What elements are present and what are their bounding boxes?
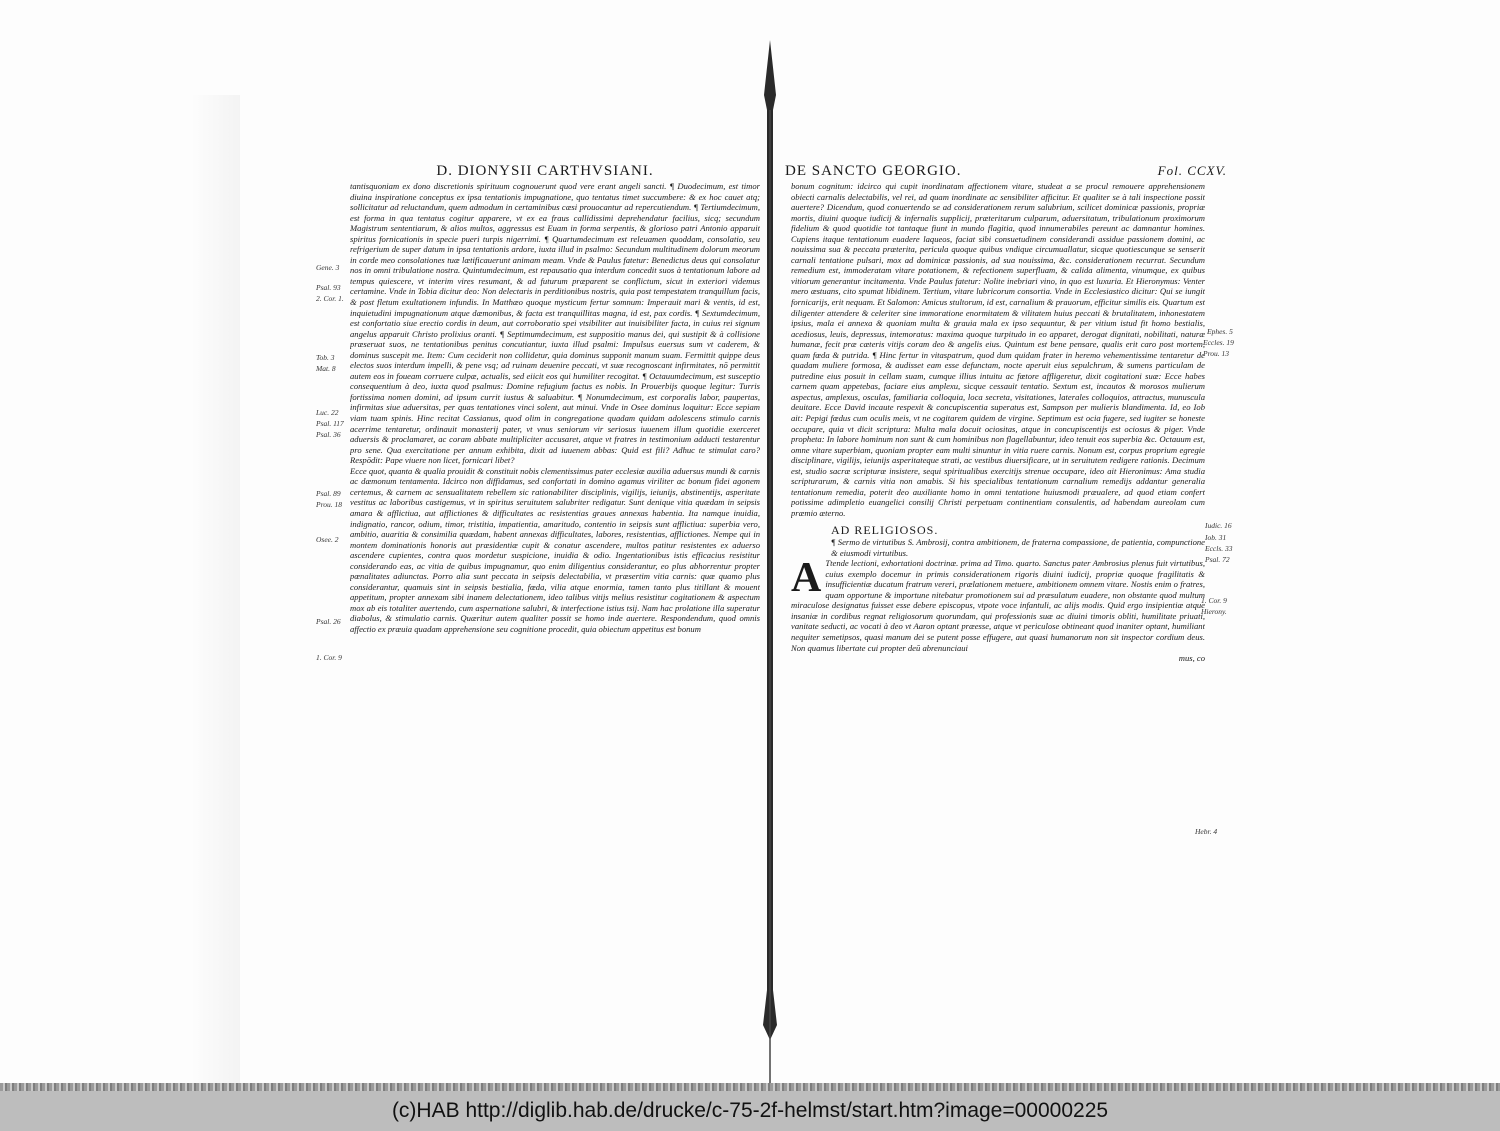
left-marginal-note: Psal. 26 bbox=[316, 617, 341, 626]
left-marginal-note: Tob. 3 bbox=[316, 353, 335, 362]
left-body-text bbox=[350, 181, 760, 635]
left-marginal-note: Osee. 2 bbox=[316, 535, 339, 544]
right-running-head-title: DE SANCTO GEORGIO. bbox=[785, 163, 962, 179]
right-marginal-note: Hierony. bbox=[1201, 607, 1227, 616]
left-marginal-note: Luc. 22 bbox=[316, 408, 339, 417]
right-marginal-note: Eccles. 19 bbox=[1203, 338, 1234, 347]
right-running-head bbox=[785, 163, 1227, 180]
section-paragraph bbox=[791, 555, 1205, 653]
left-page bbox=[316, 155, 760, 1085]
left-marginal-note: 1. Cor. 9 bbox=[316, 653, 342, 662]
book-spine-gutter bbox=[762, 40, 778, 1090]
right-marginal-note: Prou. 13 bbox=[1203, 349, 1229, 358]
left-marginal-note: Gene. 3 bbox=[316, 263, 340, 272]
left-marginal-note: 2. Cor. 1. bbox=[316, 294, 344, 303]
copyright-footer bbox=[0, 1091, 1500, 1131]
right-marginal-note: Ephes. 5 bbox=[1207, 327, 1233, 336]
left-marginal-note: Prou. 18 bbox=[316, 500, 342, 509]
dropcap-initial: A bbox=[791, 555, 822, 602]
left-paragraph-1: tantisquoniam ex dono discretionis spirituum cognouerunt quod vere erant angeli sancti. ¶ Duodecimum, est timor diuina inspiratione conceptus ex ipsa tentationis impugnatione, quo tentatus timet succumbere: & ex hoc cauet atq; sollicitatur ad reluctandum, quem admodum in certaminibus cæsi prouocantur ad repercutiendum. ¶ Tertiumdecimum, est forma in qua tentatus cogitur apparere, vt ex ea fraus callidissimi deprehendatur facilius, sicq; secundum Magistrum sententiarum, & alios multos, aggressus est Euam in forma serpentis, & glorioso patri Antonio apparuit spiritus fornicationis in specie pueri turpis nigerrimi. ¶ Quartumdecimum est releuamen quoddam, consolatio, seu refrigerium de super datum in ipsa tentationis ardore, iuxta illud in psalmo: Secundum multitudinem dolorum meorum in corde meo consolationes tuæ lætificauerunt animam meam. Vnde & Paulus fatetur: Benedictus deus qui consolatur nos in omni tribulatione nostra. Quintumdecimum, est repausatio qua interdum concedit suos à tentationum labore ad tempus quiescere, vt interim vires resumant, & ad futurum præparent se conflictum, sicut in exteriori videmus certamine. Vnde in Tobia dicitur deo: Non delectaris in perditionibus nostris, quia post tempestatem tranquillum facis, & post fletum exultationem infundis. In Matthæo quoque mysticum fertur somnum: Imperauit mari & ventis, id est, inquietudini impugnationum atque dæmonibus, & facta est tranquillitas magna, id est, pax cordis. ¶ Sextumdecimum, est confortatio siue erectio cordis in deum, aut corroboratio spei vtsibiliter aut inuisibiliter facta, in cuius rei signum angelus apparuit Christo prolixius oranti. ¶ Septimumdecimum, est suppositio manus dei, qui sustipit & à collisione præseruat suos, ne tentationibus penitus concutiantur, iuxta illud psalmi: Impulsus euersus sum vt caderem, & dominus suscepit me. Item: Cum ceciderit non collidetur, quia dominus supponit manum suam. Fermittit quippe deus electos suos interdum impelli, & pene vsq; ad ruinam deuenire peccati, vt suæ recognoscant infirmitates, nō permittit autem eos in foueam corruere culpæ, actualis, sed eiicit eos qui humiliter recogitat. ¶ Octauumdecimum, est susceptio consequentium à deo, iuxta quod psalmus: Domine refugium factus es nobis. In Prouerbijs quoque legitur: Turris fortissima nomen domini, ad ipsum currit iustus & saluabitur. ¶ Nonumdecimum, est corporalis labor, paupertas, infirmitas siue aduersitas, per quas tentationes vinci solent, aut minui. Vnde in Osee dominus loquitur: Ecce sepiam viam tuam spinis. Hinc recitat Cassianus, quod olim in congregatione quadam quidam adolescens stimulo carnis acerrime tentaretur, ordinauit monasterij pater, vt vnus seniorum vir seriosus iuuenem illum quotidie exerceret aduersis & proclamaret, ac coram abbate multipliciter accusaret, atque vt fratres in testimonium adducti testarentur pro sene. Qua exercitatione per annum exhibita, dixit ad iuuenem abbas: Quid est fili? Adhuc te stimulat caro? Respōdit: Pape viuere non licet, fornicari libet? bbox=[350, 181, 760, 466]
section-text: Ttende lectioni, exhortationi doctrinæ. prima ad Timo. quarto. Sanctus pater Ambrosius plenus fuit virtutibus, cuius exemplo docemur in primis considerationem rigoris diuini iudicij, propriæ quoque fragilitatis & insufficientiæ ducatum fratrum vereri, prælationem metuere, ambitionem omnem vitare. Nostis enim o fratres, quam opportune & importune nitebatur promotionem sui ad præsulatum euadere, non obstante quod multum miraculose designatus fuisset esse debere episcopus, vtpote voce infantuli, ac alijs modis. Quid ergo insipientiæ atque insaniæ in cordibus regnat religiosorum quorundam, qui professionis suæ ac diuini timoris obliti, humilitate priuati, vanitate seducti, ac vocati à deo vt Aaron optant præesse, atque vt periculose obtineant quod inaniter optant, humiliant nequiter semetipsos, quasi manum dei se putent posse effugere, aut quasi humanorum non sit inspector cordium deus. Non quamus libertate cui propter deū abrenunciaui bbox=[791, 558, 1205, 653]
left-paragraph-2: Ecce quot, quanta & qualia prouidit & constituit nobis clementissimus pater ecclesiæ auxilia aduersus mundi & carnis ac dæmonum tentamenta. Idcirco non diffidamus, sed confortati in domino agamus viriliter ac bonum fidei agonem certemus, & carnem ac sensualitatem rebellem sic rationabiliter disciplinis, vigilijs, ieiunijs, abstinentijs, asperitate vestitus ac laboribus castigemus, vt in spiritus seruitutem salubriter redigatur. Sunt denique vitia quædam in seipsis amara & afflictiua, aut afflictiones & difficultates ac resistentias graues annexas habentia. Ita namque inuidia, indignatio, rancor, odium, timor, tristitia, impatientia, amaritudo, contentio in seipsis sunt afflictiua: superbia vero, ambitio, auaritia & consimilia quædam, habent annexas difficultates, labores, resistentias, afflictiones. Nempe qui in montem dominationis honoris aut præsidentiæ cupit & conatur ascendere, multos patitur resistentes ex aduerso ascendere cupientes, contra quos mordetur suspicione, inuidia & odio. Ingentationibus istis efficacius resistitur considerando eas, ac vitia de quibus impugnamur, quo enim diligentius considerantur, eo plus abhorrentur propter pœnalitates adiunctas. Porro alia sunt peccata in seipsis delectabilia, vt præsertim vitia carnis: quæ quamo plus considerantur, quamuis sint in seipsis bestialia, fœda, vilia atque enormia, tamen tanto plus titillant & mouent appetitum, propter annexam sibi inanem delectationem, ideo talibus vitijs melius resistitur cogitationem & aspectum mox ab eis totaliter auertendo, cum aspernatione salubri, & interfectione istius tsij. Nam hac prolatione illa superatur diabolus, & stimulatio carnis. Quæritur autem qualiter possit se homo inde auertere. Respondendum, quod omnis affectio ex præuia quadam apprehensione seu cognitione procedit, quia obiectum appetitus est bonum bbox=[350, 465, 760, 634]
right-marginal-note: Iob. 31 bbox=[1205, 533, 1227, 542]
left-marginal-note: Psal. 93 bbox=[316, 283, 341, 292]
right-marginal-note: 1. Cor. 9 bbox=[1201, 596, 1227, 605]
right-marginal-note: Hebr. 4 bbox=[1195, 827, 1218, 836]
right-marginal-note: Iudic. 16 bbox=[1205, 521, 1232, 530]
left-marginal-note: Psal. 36 bbox=[316, 430, 341, 439]
right-marginal-note: Eccls. 33 bbox=[1205, 544, 1233, 553]
right-marginal-note: Psal. 72 bbox=[1205, 555, 1230, 564]
folio-number: Fol. CCXV. bbox=[1157, 163, 1227, 178]
left-running-head: D. DIONYSII CARTHVSIANI. bbox=[436, 163, 654, 179]
right-paragraph-1: bonum cognitum: idcirco qui cupit inordinatam affectionem vitare, studeat a se procul remouere apprehensionem obiecti carnalis delectabilis, vel rei, ad quam inordinate ac sensibiliter afficitur. Et qualiter se à tali inspectione possit auertere? Dicendum, quod conuertendo se ad considerationem rerum salubrium, scilicet dominicæ passionis, propriæ mortis, diuini quoque iudicij & infernalis supplicij, præteritarum culparum, aduersitatum, tribulationum proximorum fidelium & quod quotidie tot tantaque fiunt in mundo flagitia, quod innumerabiles pereunt ac damnantur homines. Cupiens itaque tentationum euadere laqueos, faciat sibi consuetudinem considerandi assidue passionem domini, ac nouissima sua & peccata præterita, pericula quoque quibus vndique circumuallatur, sicque quotiescunque se senserit carnali tentatione pulsari, mox ad dominicæ passionis, ad sua nouissima, &c. considerationem recurrat. Secundum remedium est, immoderatam vitare potationem, & refectionem superfluam, & calida alimenta, vinumque, ex quibus vitiorum generantur incitamenta. Vnde Paulus fatetur: Nolite inebriari vino, in quo est luxuria. Et Hieronymus: Venter mero æstuans, cito spumat libidinem. Tertium, vitare lubricorum consortia. Vnde in Ecclesiastico dicitur: Qui se iungit fornicarijs, erit nequam. Et Salomon: Amicus stultorum, id est, carnalium & prauorum, efficitur similis eis. Quartum est diligenter attendere & celeriter sine immoratione enormitatem & vilitatem huius peccati & brutalitatem, inhonestatem ipsius, mala ei annexa & quoniam multa & grauia mala ex ipso sequuntur, & per vitium istud fit homo bestialis, acediosus, leuis, depressus, intemoratus: maxima quoque turpitudo in eo apparet, derogat dignitati, nobilitati, naturæ humanæ, fecit præ cæteris vitijs coram deo & angelis eius. Quintum est bene pensare, qualis erit caro post mortem, quam fœda & putrida. ¶ Hinc fertur in vitaspatrum, quod dum quidam frater in heremo vehementissime tentaretur de quadam muliere formosa, & audisset eam esse defunctam, nocte aperuit eius sepulchrum, & sumens particulam de putredine eius posuit in cellam suam, cumque illius intuitu ac fœtore affligeretur, dixit cogitationi suæ: Ecce habes carnem quam appetebas, faciare eius amplexu, sicque cessauit tentatio. Sextum est, incautos & morosos mulierum aspectus, amplexus, osculas, familiaria colloquia, loca secreta, visitationes, laterales colloquios, attractus, munuscula deuitare. Ecce David incaute respexit & concupiscentia superatus est, Sampson per mulieris blandimenta. Id, eo Iob ait: Pepigi fœdus cum oculis meis, vt ne cogitarem quidem de virgine. Septimum est ocia fugere, sed iugiter se honeste occupare, quia vt dicit scriptura: Multa mala docuit ociositas, atque in concupiscentijs est ociosus & piger. Vnde propheta: In labore hominum non sunt & cum hominibus non flagellabuntur, ideo tenuit eos superbia &c. Octauum est, omne vitare superbiam, quoniam propter eam multi sinuntur in vitia ruere carnis. Nonum est, corpus proprium egregie disciplinare, vigilijs, ieiunijs asperitateque strati, ac vestibus diuersificare, ut in seruitutem redigere rationis. Decimum est, studio sacræ scripturæ insistere, sequi spiritualibus exercitijs strenue occupare, ideo ait Hieronimus: Ama studia scripturarum, & carnis vitia non amabis. Si his specialibus tentationum carnalium remedijs addantur generalia tentationum remedia, poterit deo auxiliante homo in omni tentatione huiusmodi præualere, ad quod etiam confert potissime adimpletio euangelici consilij Christi perpetuam continentiam consulentis, ad habendam aureolam cum præmio æterno. bbox=[791, 181, 1205, 518]
section-title: AD RELIGIOSOS. bbox=[831, 522, 939, 537]
copyright-footer-text: (c)HAB http://diglib.hab.de/drucke/c-75-2f-helmst/start.htm?image=00000225 bbox=[391, 1099, 1109, 1122]
right-page bbox=[785, 155, 1234, 1085]
left-marginal-note: Mat. 8 bbox=[316, 364, 336, 373]
section-rubric: ¶ Sermo de virtutibus S. Ambrosij, contra ambitionem, de fraterna compassione, de patientia, compunctione & eiusmodi virtutibus. bbox=[831, 537, 1205, 558]
page-edge-shadow bbox=[190, 95, 240, 1085]
right-body-text bbox=[791, 181, 1205, 664]
scan-bottom-edge bbox=[0, 1083, 1500, 1091]
left-marginal-note: Psal. 117 bbox=[316, 419, 344, 428]
catchword: mus, co bbox=[1178, 653, 1205, 664]
left-marginal-note: Psal. 89 bbox=[316, 489, 341, 498]
